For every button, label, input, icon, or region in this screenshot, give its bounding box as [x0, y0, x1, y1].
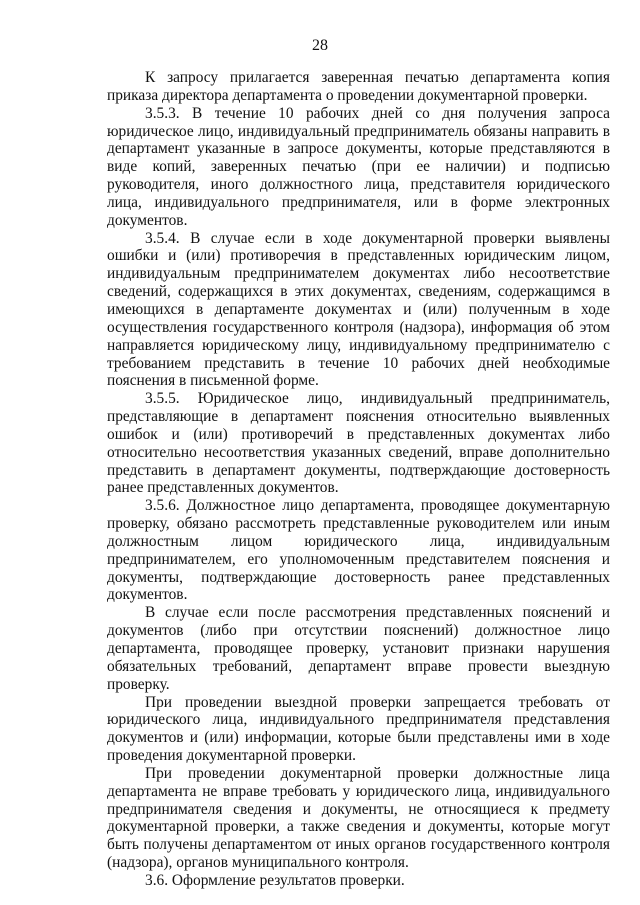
page-number: 28: [312, 37, 328, 54]
paragraph-3-5-3: 3.5.3. В течение 10 рабочих дней со дня получения запроса юридическое лицо, индивидуальный предприниматель обязаны направить в департамент указанные в запросе документы, которые представляются в виде копий, заверенных печатью (при ее наличии) и подписью руководителя, иного должностного лица, представителя юридического лица, индивидуального предпринимателя, или в форме электронных документов.: [107, 104, 610, 229]
document-body: [107, 69, 610, 890]
paragraph-field-inspection: В случае если после рассмотрения представленных пояснений и документов (либо при отсутствии пояснений) должностное лицо департамента, проводящее проверку, установит признаки нарушения обязательных требований, департамент вправе провести выездную проверку.: [107, 604, 610, 693]
paragraph-prohibition: При проведении выездной проверки запрещается требовать от юридического лица, индивидуального предпринимателя представления документов и (или) информации, которые были представлены ими в ходе проведения документарной проверки.: [107, 693, 610, 765]
paragraph-attachment-note: К запросу прилагается заверенная печатью департамента копия приказа директора департамента о проведении документарной проверки.: [107, 69, 610, 104]
paragraph-restrictions: При проведении документарной проверки должностные лица департамента не вправе требовать у юридического лица, индивидуального предпринимателя сведения и документы, не относящиеся к предмету документарной проверки, а также сведения и документы, которые могут быть получены департаментом от иных органов государственного контроля (надзора), органов муниципального контроля.: [107, 764, 610, 872]
paragraph-3-6-heading: 3.6. Оформление результатов проверки.: [145, 871, 405, 889]
paragraph-3-5-5: 3.5.5. Юридическое лицо, индивидуальный предприниматель, представляющие в департамент пояснения относительно выявленных ошибок и (или) противоречий в представленных документах либо относительно несоответствия указанных сведений, вправе дополнительно представить в департамент документы, подтверждающие достоверность ранее представленных документов.: [107, 390, 610, 497]
paragraph-3-5-4: 3.5.4. В случае если в ходе документарной проверки выявлены ошибки и (или) противоречия в представленных юридическим лицом, индивидуальным предпринимателем документах либо несоответствие сведений, содержащихся в этих документах, сведениям, содержащимся в имеющихся в департаменте документах и (или) полученным в ходе осуществления государственного контроля (надзора), информация об этом направляется юридическому лицу, индивидуальному предпринимателю с требованием представить в течение 10 рабочих дней необходимые пояснения в письменной форме.: [107, 229, 610, 390]
paragraph-3-5-6: 3.5.6. Должностное лицо департамента, проводящее документарную проверку, обязано рассмотреть представленные руководителем или иным должностным лицом юридического лица, индивидуальным предпринимателем, его уполномоченным представителем пояснения и документы, подтверждающие достоверность ранее представленных документов.: [107, 497, 610, 604]
